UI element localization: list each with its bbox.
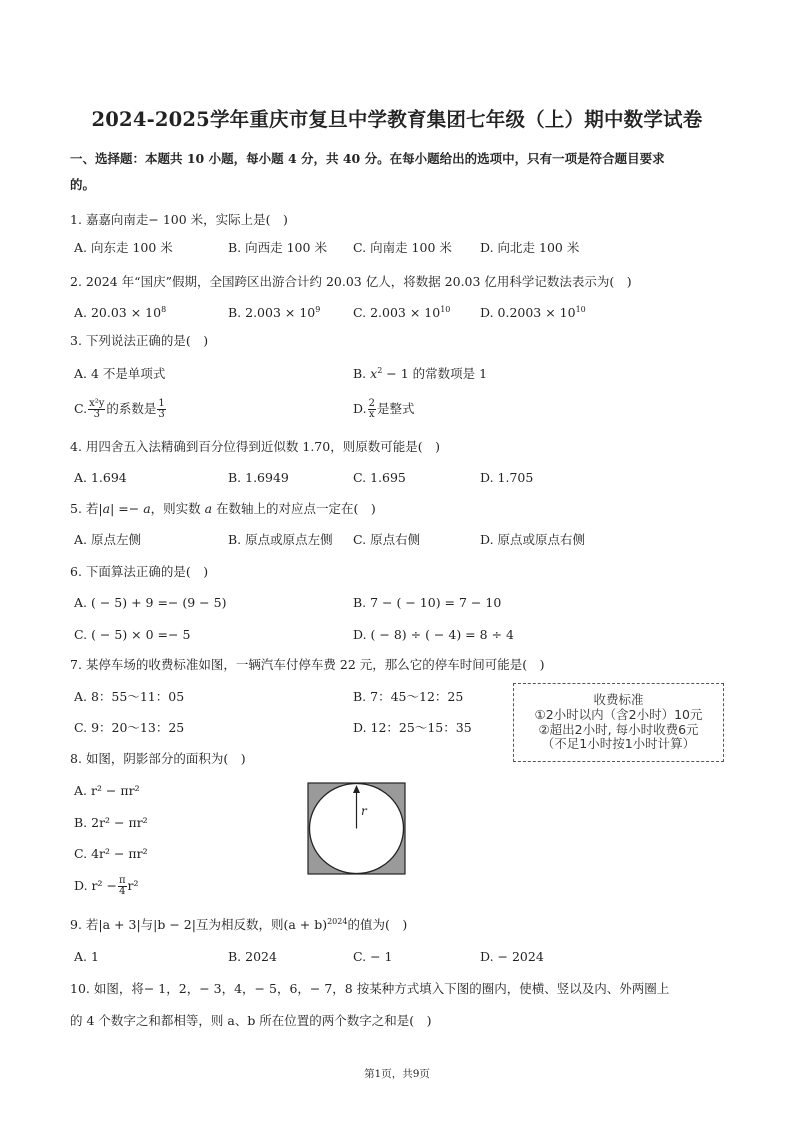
q8-stem: 8. 如图，阴影部分的面积为( ) (70, 751, 246, 766)
q8-option-d: D. r² − $\frac{\pi}{4}$ r² (74, 875, 139, 897)
fee-rule-note: （不足1小时按1小时计算） (541, 736, 696, 751)
q3-stem: 3. 下列说法正确的是( ) (70, 333, 209, 348)
q5-option-d: D. 原点或原点右侧 (480, 532, 586, 547)
fraction: $\frac{2}{x}$ (368, 398, 375, 420)
q8-option-b: B. 2r² − πr² (74, 815, 148, 830)
q4-option-b: B. 1.6949 (228, 470, 289, 485)
q10-stem: 10. 如图，将− 1，2，− 3，4，− 5，6，− 7，8 按某种方式填入下图的圈内，使横、竖以及内、外两圈上 (70, 981, 670, 996)
q3-option-c: C. $\frac{\text{x²y}}{3}$ 的系数是 $\frac{1}{3}$ (74, 398, 165, 420)
q4-option-a: A. 1.694 (74, 470, 127, 485)
page-title: 2024-2025学年重庆市复旦中学教育集团七年级（上）期中数学试卷 (91, 108, 703, 131)
q5-option-a: A. 原点左侧 (74, 532, 141, 547)
q4-option-d: D. 1.705 (480, 470, 534, 485)
q9-stem: 9. 若|a + 3|与|b − 2|互为相反数，则$(a + b)^{2024}$的值为( ) (70, 916, 408, 932)
q4-option-c: C. 1.695 (353, 470, 406, 485)
page-footer: 第1页，共9页 (364, 1068, 430, 1080)
q1-option-b: B. 向西走 100 米 (228, 240, 327, 255)
fraction: $\frac{\pi}{4}$ (118, 875, 126, 897)
circle-in-square-figure (307, 782, 407, 876)
fee-rule-1: ①2小时以内（含2小时）10元 (534, 707, 703, 722)
q3-option-d: D. $\frac{2}{x}$ 是整式 (353, 398, 415, 420)
fraction: $\frac{\text{x²y}}{3}$ (89, 398, 105, 420)
q10-stem-cont: 的 4 个数字之和都相等，则 a、b 所在位置的两个数字之和是( ) (70, 1013, 432, 1028)
q7-stem: 7. 某停车场的收费标准如图，一辆汽车付停车费 22 元，那么它的停车时间可能是( ) (70, 657, 545, 672)
q6-option-d: D. ( − 8) ÷ ( − 4) = 8 ÷ 4 (353, 627, 514, 642)
q6-option-a: A. ( − 5) + 9 =− (9 − 5) (74, 595, 227, 610)
q3-option-a: A. 4 不是单项式 (74, 366, 166, 381)
q4-stem: 4. 用四舍五入法精确到百分位得到近似数 1.70，则原数可能是( ) (70, 439, 440, 454)
q9-option-c: C. − 1 (353, 949, 393, 964)
q1-option-d: D. 向北走 100 米 (480, 240, 580, 255)
radius-label: r (361, 804, 367, 818)
q2-option-b: B. $2.003 \times 10^9$ (228, 304, 321, 320)
q8-option-a: A. r² − πr² (74, 783, 140, 798)
q6-option-b: B. 7 − ( − 10) = 7 − 10 (353, 595, 502, 610)
q3-option-b: B. $x^2 - 1$ 的常数项是 1 (353, 365, 488, 381)
q1-option-a: A. 向东走 100 米 (74, 240, 173, 255)
fee-rule-2: ②超出2小时, 每小时收费6元 (538, 722, 699, 737)
q1-option-c: C. 向南走 100 米 (353, 240, 452, 255)
q6-option-c: C. ( − 5) × 0 =− 5 (74, 627, 191, 642)
q5-option-c: C. 原点右侧 (353, 532, 421, 547)
q7-option-a: A. 8：55～11：05 (74, 689, 185, 704)
q9-option-b: B. 2024 (228, 949, 277, 964)
q2-option-c: C. $2.003 \times 10^{10}$ (353, 304, 451, 320)
q7-option-d: D. 12：25～15：35 (353, 720, 472, 735)
q9-option-a: A. 1 (74, 949, 99, 964)
q2-option-d: D. $0.2003 \times 10^{10}$ (480, 304, 586, 320)
q7-option-c: C. 9：20～13：25 (74, 720, 185, 735)
section-heading-cont: 的。 (70, 177, 96, 192)
q7-option-b: B. 7：45～12：25 (353, 689, 464, 704)
q6-stem: 6. 下面算法正确的是( ) (70, 564, 209, 579)
fraction: $\frac{1}{3}$ (158, 398, 165, 420)
q8-option-c: C. 4r² − πr² (74, 846, 148, 861)
fee-title: 收费标准 (593, 692, 644, 707)
section-heading: 一、选择题：本题共 10 小题，每小题 4 分，共 40 分。在每小题给出的选项中，只有一项是符合题目要求 (70, 151, 665, 166)
q2-stem: 2. 2024 年“国庆”假期，全国跨区出游合计约 20.03 亿人，将数据 20.03 亿用科学记数法表示为( ) (70, 274, 632, 289)
q5-stem: 5. 若|a| =− a，则实数 a 在数轴上的对应点一定在( ) (70, 501, 376, 516)
q1-stem: 1. 嘉嘉向南走− 100 米，实际上是( ) (70, 212, 288, 227)
fee-standard-box (513, 683, 724, 762)
q9-option-d: D. − 2024 (480, 949, 544, 964)
q2-option-a: A. $20.03 \times 10^8$ (74, 304, 167, 320)
q5-option-b: B. 原点或原点左侧 (228, 532, 333, 547)
